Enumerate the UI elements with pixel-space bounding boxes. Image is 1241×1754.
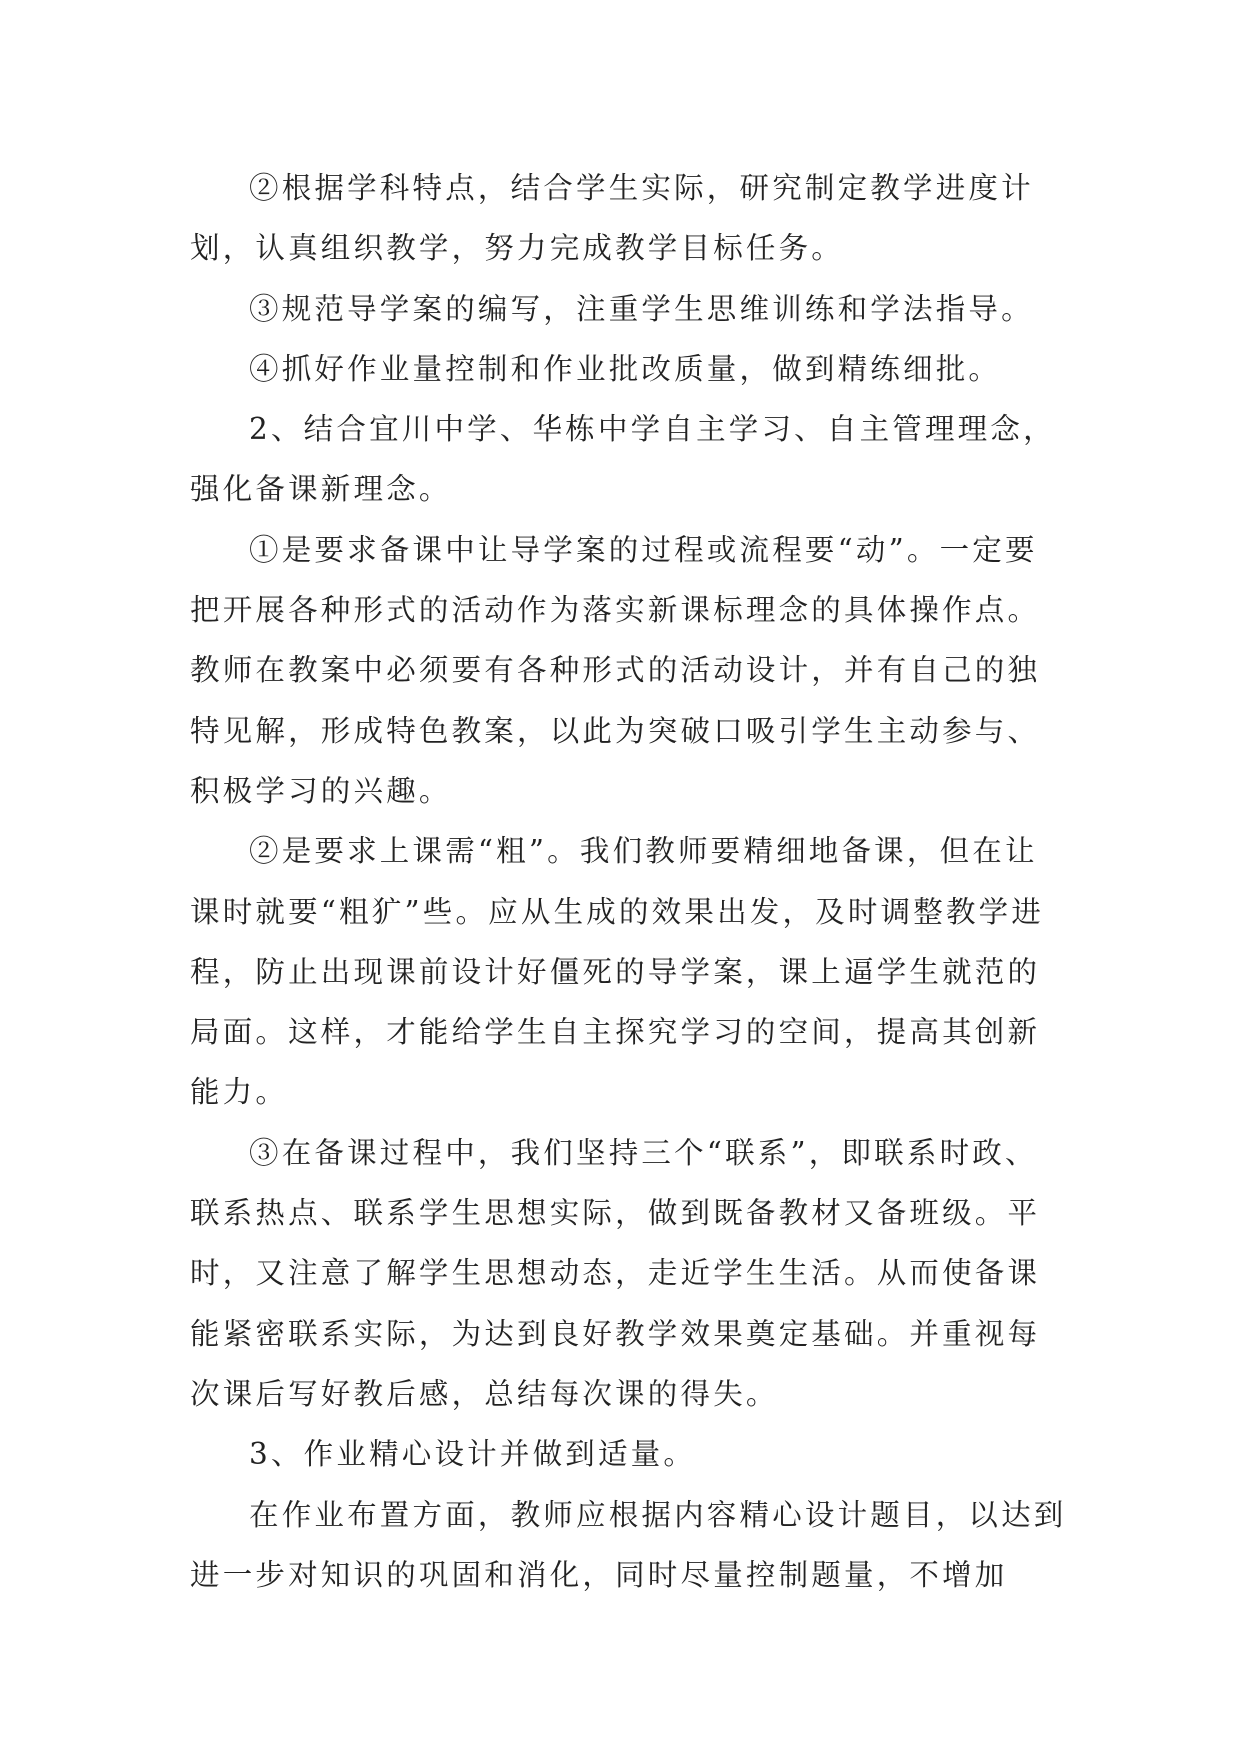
paragraph: 3、作业精心设计并做到适量。 bbox=[249, 1437, 697, 1472]
paragraph: ②根据学科特点，结合学生实际，研究制定教学进度计划，认真组织教学，努力完成教学目标任务。 bbox=[190, 171, 1034, 266]
paragraph: ③规范导学案的编写，注重学生思维训练和学法指导。 bbox=[249, 291, 1034, 326]
document-body bbox=[190, 158, 1070, 1605]
paragraph: 在作业布置方面，教师应根据内容精心设计题目，以达到进一步对知识的巩固和消化，同时尽量控制题量，不增加 bbox=[190, 1497, 1067, 1592]
paragraph: 2、结合宜川中学、华栋中学自主学习、自主管理理念，强化备课新理念。 bbox=[190, 412, 1056, 507]
paragraph: ①是要求备课中让导学案的过程或流程要“动”。一定要把开展各种形式的活动作为落实新课标理念的具体操作点。教师在教案中必须要有各种形式的活动设计，并有自己的独特见解，形成特色教案，以此为突破口吸引学生主动参与、积极学习的兴趣。 bbox=[190, 532, 1041, 808]
paragraph: ②是要求上课需“粗”。我们教师要精细地备课，但在让课时就要“粗犷”些。应从生成的效果出发，及时调整教学进程，防止出现课前设计好僵死的导学案，课上逼学生就范的局面。这样，才能给学生自主探究学习的空间，提高其创新能力。 bbox=[190, 834, 1045, 1110]
paragraph: ③在备课过程中，我们坚持三个“联系”，即联系时政、联系热点、联系学生思想实际，做到既备教材又备班级。平时，又注意了解学生思想动态，走近学生生活。从而使备课能紧密联系实际，为达到良好教学效果奠定基础。并重视每次课后写好教后感，总结每次课的得失。 bbox=[190, 1135, 1041, 1411]
paragraph: ④抓好作业量控制和作业批改质量，做到精练细批。 bbox=[249, 351, 1002, 386]
